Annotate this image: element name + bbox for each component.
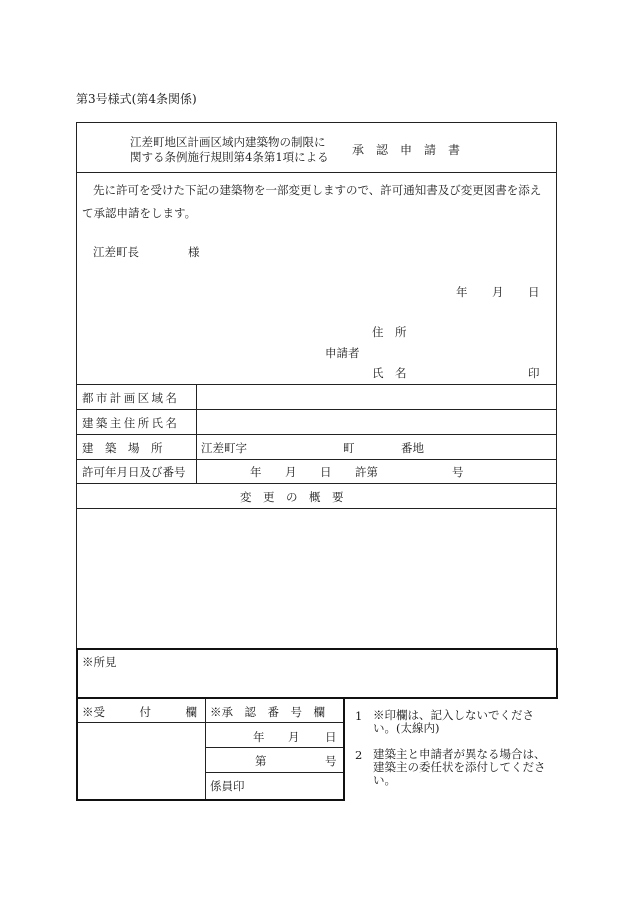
title-line-1: 江差町地区計画区域内建築物の制限に: [130, 135, 326, 149]
permit-number-prefix: 許第: [355, 465, 378, 479]
site-banchi: 番地: [401, 441, 424, 455]
city-plan-area-label: 都市計画区域名: [82, 391, 180, 405]
date-day: 日: [528, 285, 540, 299]
change-summary-header: 変 更 の 概 要: [240, 490, 344, 504]
divider: [76, 459, 556, 460]
applicant-label: 申請者: [325, 346, 360, 360]
divider: [76, 483, 556, 484]
honorific: 様: [188, 245, 200, 259]
note-2-number: 2: [355, 748, 363, 762]
approval-go: 号: [325, 754, 337, 768]
permit-label: 許可年月日及び番号: [82, 465, 186, 479]
divider: [205, 699, 206, 799]
approval-month: 月: [288, 730, 300, 744]
date-year: 年: [456, 285, 468, 299]
title-line-2: 関する条例施行規則第4条第1項による: [130, 150, 329, 164]
approval-day: 日: [325, 730, 337, 744]
site-label: 建 築 場 所: [82, 441, 163, 455]
divider: [76, 434, 556, 435]
divider: [76, 172, 556, 173]
applicant-address-label: 住 所: [372, 325, 407, 339]
divider: [78, 722, 343, 723]
divider: [205, 747, 343, 748]
site-machi: 町: [343, 441, 355, 455]
approval-year: 年: [253, 730, 265, 744]
document-title: 承 認 申 請 書: [352, 143, 461, 157]
seal-mark: 印: [528, 366, 540, 380]
divider: [76, 508, 556, 509]
form-number-label: 第3号様式(第4条関係): [76, 92, 197, 106]
note-1-number: 1: [355, 709, 363, 723]
opinion-label: ※所見: [82, 655, 117, 669]
body-line-1: 先に許可を受けた下記の建築物を一部変更しますので、許可通知書及び変更図書を添え: [93, 183, 542, 197]
permit-month: 月: [285, 465, 297, 479]
application-form-frame: [76, 122, 557, 650]
permit-day: 日: [320, 465, 332, 479]
clerk-seal-label: 係員印: [210, 779, 245, 793]
note-2-text: 建築主と申請者が異なる場合は、建築主の委任状を添付してください。: [373, 747, 546, 787]
site-town: 江差町字: [201, 441, 247, 455]
addressee: 江差町長: [93, 245, 139, 259]
opinion-box: [76, 648, 558, 699]
permit-year: 年: [250, 465, 262, 479]
date-month: 月: [492, 285, 504, 299]
applicant-name-label: 氏 名: [372, 366, 407, 380]
approval-number-label: ※承 認 番 号 欄: [210, 705, 325, 719]
divider: [205, 772, 343, 773]
body-line-2: て承認申請をします。: [82, 206, 197, 220]
permit-number-suffix: 号: [452, 465, 464, 479]
divider: [196, 384, 197, 483]
divider: [76, 384, 556, 385]
approval-dai: 第: [255, 754, 267, 768]
reception-label: ※受 付 欄: [82, 705, 197, 719]
owner-label: 建築主住所氏名: [82, 416, 180, 430]
note-1-text: ※印欄は、記入しないでください。(太線内): [373, 708, 534, 735]
divider: [76, 409, 556, 410]
